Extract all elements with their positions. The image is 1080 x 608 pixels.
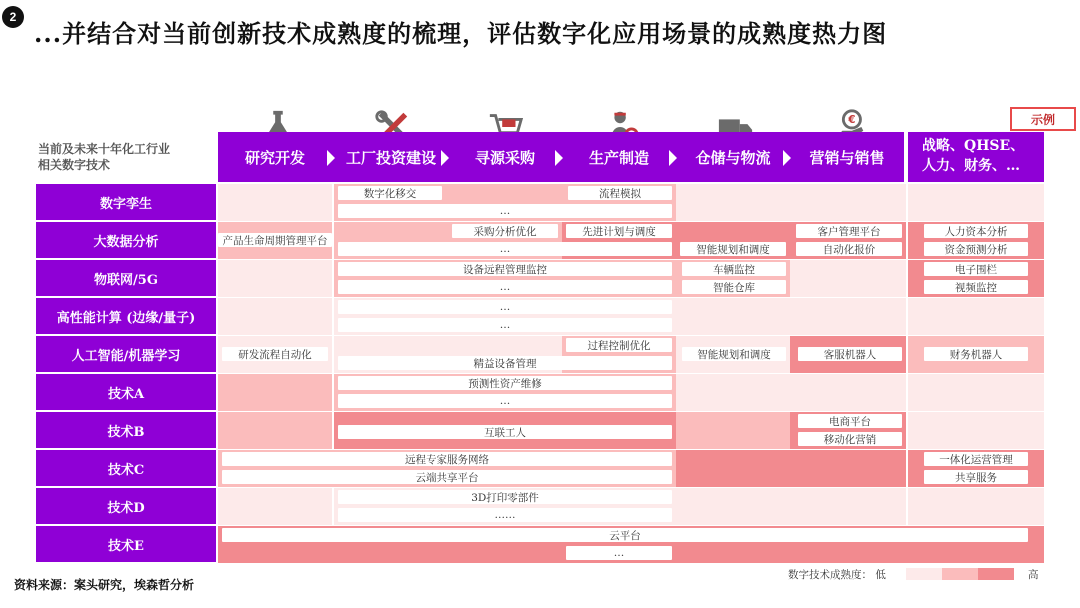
heat-cell	[790, 488, 906, 525]
pill-funds-forecast: 资金预测分析	[924, 242, 1028, 256]
pill-smart-planning: 智能规划和调度	[680, 242, 786, 256]
pill-ellipsis: …	[566, 546, 672, 560]
scale-swatch-mid	[942, 568, 978, 580]
row-label-tech-a: 技术A	[36, 374, 216, 410]
support-functions-line-2: 人力、财务、…	[922, 158, 1020, 174]
pill-ecommerce-platform: 电商平台	[798, 414, 902, 428]
heat-cell	[218, 298, 332, 335]
heat-cell	[790, 298, 906, 335]
pill-ellipsis: …	[338, 204, 672, 218]
heat-cell	[908, 298, 1044, 335]
heat-cell	[790, 374, 906, 411]
maturity-scale-label: 数字技术成熟度： 低	[788, 569, 886, 581]
row-label-tech-e: 技术E	[36, 526, 216, 562]
column-research: 研究开发	[244, 148, 305, 167]
heat-cell	[790, 260, 906, 297]
heat-cell	[218, 184, 332, 221]
pill-remote-equipment-monitoring: 设备远程管理监控	[338, 262, 672, 276]
column-support-functions	[908, 132, 1044, 182]
source-note: 资料来源：案头研究，埃森哲分析	[14, 578, 195, 592]
heat-cell	[676, 488, 790, 525]
pill-ellipsis: …	[338, 280, 672, 294]
pill-ellipsis: …	[338, 242, 672, 256]
pill-remote-expert-network: 远程专家服务网络	[222, 452, 672, 466]
pill-finance-bot: 财务机器人	[924, 347, 1028, 361]
row-label-digital-twin: 数字孪生	[36, 184, 216, 220]
pill-human-capital-analytics: 人力资本分析	[924, 224, 1028, 238]
scale-swatch-high	[978, 568, 1014, 580]
pill-cloud-sharing-platform: 云端共享平台	[222, 470, 672, 484]
heat-cell	[676, 412, 790, 449]
pill-process-control-optimization: 过程控制优化	[566, 338, 672, 352]
pill-service-bot: 客服机器人	[798, 347, 902, 361]
svg-text:€: €	[848, 114, 856, 127]
pill-predictive-maintenance: 预测性资产维修	[338, 376, 672, 390]
example-legend-box: 示例	[1010, 107, 1076, 131]
pill-cloud-platform: 云平台	[222, 528, 1028, 542]
pill-ellipsis: ……	[338, 508, 672, 522]
chevron-2	[441, 150, 449, 166]
pill-video-monitoring: 视频监控	[924, 280, 1028, 294]
chevron-3	[555, 150, 563, 166]
row-label-tech-b: 技术B	[36, 412, 216, 448]
heat-cell	[790, 184, 906, 221]
heat-cell	[908, 488, 1044, 525]
pill-connected-worker: 互联工人	[338, 425, 672, 439]
chevron-1	[327, 150, 335, 166]
row-label-tech-d: 技术D	[36, 488, 216, 524]
heat-cell	[218, 488, 332, 525]
pill-integrated-ops: 一体化运营管理	[924, 452, 1028, 466]
heat-cell	[218, 412, 332, 449]
heat-cell	[676, 374, 790, 411]
column-sales: 营销与销售	[809, 148, 885, 167]
pill-smart-warehouse: 智能仓库	[682, 280, 786, 294]
pill-geofence: 电子围栏	[924, 262, 1028, 276]
chevron-4	[669, 150, 677, 166]
heat-cell	[908, 184, 1044, 221]
row-label-hpc: 高性能计算 (边缘/量子)	[36, 298, 216, 334]
pill-rd-process-automation: 研发流程自动化	[222, 347, 328, 361]
row-header-label-line-2: 相关数字技术	[38, 158, 111, 172]
scale-swatch-low	[906, 568, 942, 580]
heat-cell	[218, 260, 332, 297]
support-functions-line-1: 战略、QHSE、	[922, 138, 1025, 154]
row-header-label-line-1: 当前及未来十年化工行业	[38, 142, 171, 156]
column-plant-investment: 工厂投资建设	[345, 148, 436, 167]
pill-procurement-analytics: 采购分析优化	[452, 224, 558, 238]
pill-smart-planning-ai: 智能规划和调度	[682, 347, 786, 361]
pill-plm-platform: 产品生命周期管理平台	[218, 233, 332, 247]
heat-cell	[676, 298, 790, 335]
section-number-badge: 2	[2, 6, 24, 28]
heat-cell	[676, 450, 790, 487]
pill-mobile-marketing: 移动化营销	[798, 432, 902, 446]
row-label-ai-ml: 人工智能/机器学习	[36, 336, 216, 372]
pill-digital-handover: 数字化移交	[338, 186, 442, 200]
row-label-big-data: 大数据分析	[36, 222, 216, 258]
heat-cell	[790, 450, 906, 487]
pill-3d-printing: 3D打印零部件	[338, 490, 672, 504]
page-title: ...并结合对当前创新技术成熟度的梳理，评估数字化应用场景的成熟度热力图	[34, 19, 888, 48]
row-label-tech-c: 技术C	[36, 450, 216, 486]
heat-cell	[218, 374, 332, 411]
row-label-iot-5g: 物联网/5G	[36, 260, 216, 296]
chevron-5	[783, 150, 791, 166]
pill-advanced-planning: 先进计划与调度	[566, 224, 672, 238]
heat-cell	[908, 412, 1044, 449]
pill-ellipsis: …	[338, 318, 672, 332]
column-manufacturing: 生产制造	[588, 148, 649, 167]
pill-ellipsis: …	[338, 394, 672, 408]
pill-shared-services: 共享服务	[924, 470, 1028, 484]
row-header-label	[38, 141, 170, 173]
pill-vehicle-monitoring: 车辆监控	[682, 262, 786, 276]
column-sourcing: 寻源采购	[474, 148, 535, 167]
pill-crm-platform: 客户管理平台	[796, 224, 902, 238]
column-logistics: 仓储与物流	[695, 148, 771, 167]
heat-cell	[676, 184, 790, 221]
pill-lean-equipment-management: 精益设备管理	[338, 356, 672, 370]
pill-process-simulation: 流程模拟	[568, 186, 672, 200]
heat-cell	[908, 374, 1044, 411]
scale-high-label: 高	[1028, 569, 1039, 581]
pill-auto-quotation: 自动化报价	[796, 242, 902, 256]
pill-ellipsis: …	[338, 300, 672, 314]
